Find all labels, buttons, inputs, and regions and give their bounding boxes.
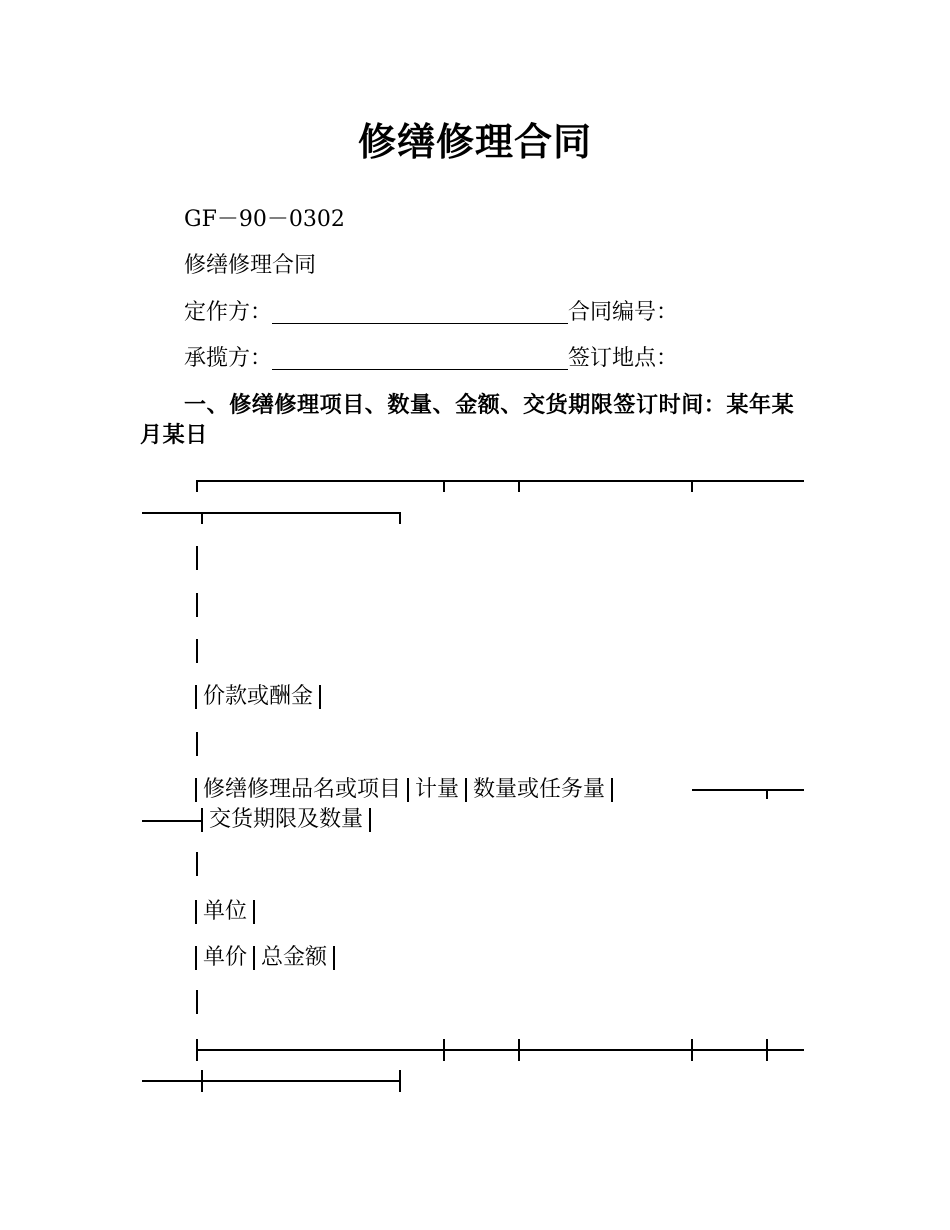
party-a-label: 定作方： bbox=[184, 300, 273, 325]
party-b-label: 承揽方： bbox=[184, 346, 273, 371]
party-a-blank bbox=[272, 301, 568, 324]
sign-place-label: 签订地点： bbox=[568, 346, 679, 371]
document-title: 修缮修理合同 bbox=[357, 120, 592, 164]
table-rule-segment bbox=[692, 789, 804, 791]
party-b-blank bbox=[272, 347, 568, 370]
table-border-mark bbox=[196, 990, 198, 1014]
contract-no-label: 合同编号： bbox=[568, 300, 679, 325]
section-1-heading: 一、修缮修理项目、数量、金额、交货期限签订时间：某年某月某日 bbox=[140, 393, 795, 448]
unit-measure-header: 计量 bbox=[415, 777, 460, 802]
table-rule-segment bbox=[142, 820, 202, 822]
price-header: 价款或酬金 bbox=[203, 684, 314, 709]
quantity-header: 数量或任务量 bbox=[473, 777, 606, 802]
total-amount-header: 总金额 bbox=[261, 945, 328, 970]
delivery-header: 交货期限及数量 bbox=[209, 807, 364, 832]
table-border-mark bbox=[196, 732, 198, 756]
party-a-line bbox=[184, 298, 678, 328]
table-row-delivery bbox=[201, 805, 377, 835]
table-border-mark bbox=[196, 852, 198, 876]
table-border-mark bbox=[196, 546, 198, 570]
contract-subtitle: 修缮修理合同 bbox=[184, 253, 317, 278]
unit-price-header: 单价 bbox=[203, 945, 248, 970]
table-row-price bbox=[195, 682, 327, 712]
table-row-unit bbox=[195, 897, 261, 927]
unit-header: 单位 bbox=[203, 899, 248, 924]
table-row-headers bbox=[195, 775, 619, 805]
contract-code: GF－90－0302 bbox=[184, 207, 345, 232]
party-b-line bbox=[184, 344, 678, 374]
table-border-mark bbox=[196, 639, 198, 663]
table-border-mark bbox=[196, 593, 198, 617]
table-row-price-total bbox=[195, 943, 341, 973]
item-name-header: 修缮修理品名或项目 bbox=[203, 777, 402, 802]
